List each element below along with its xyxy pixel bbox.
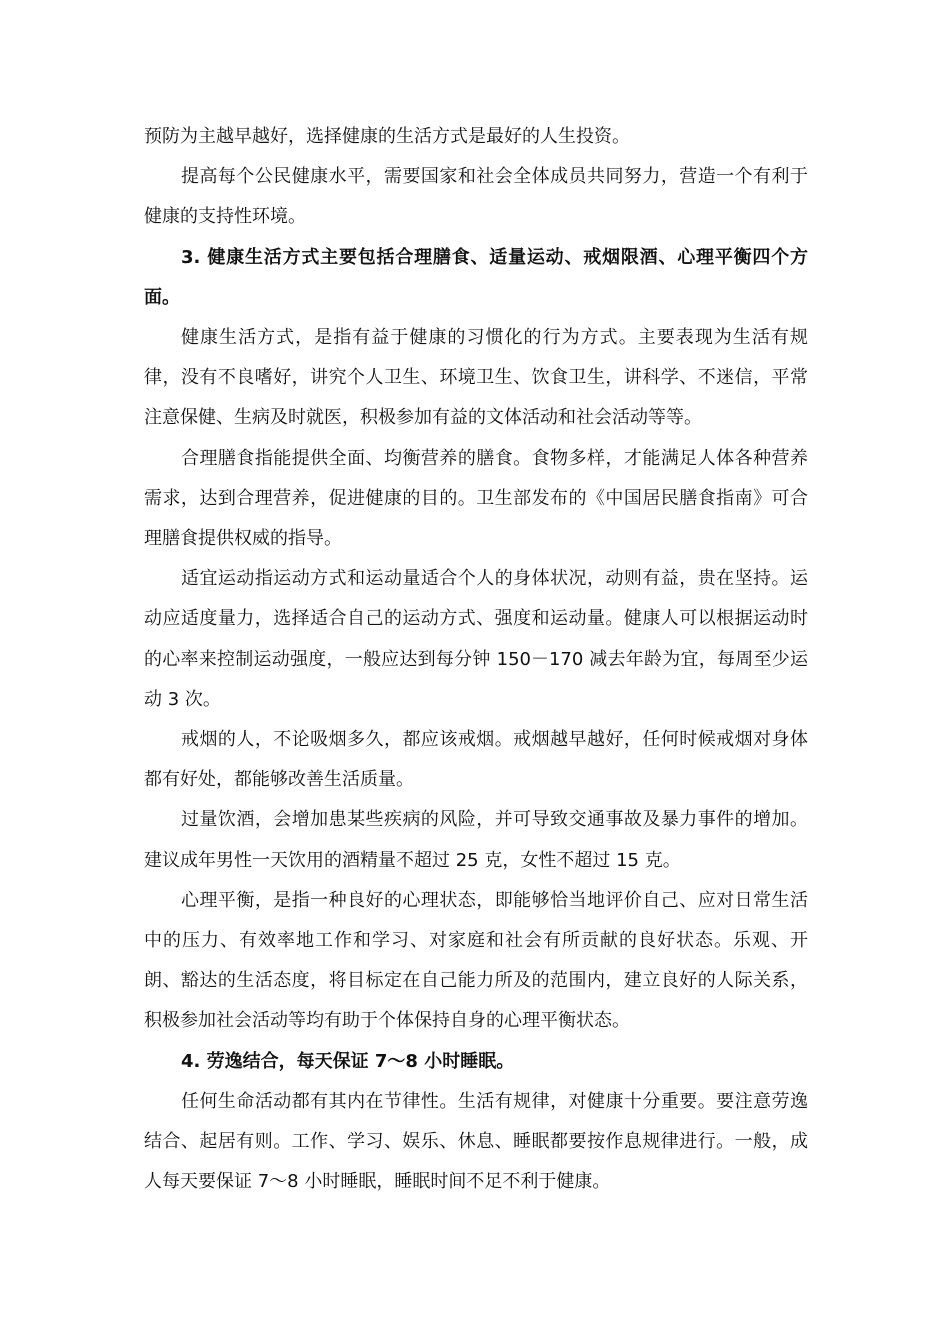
paragraph-continuation: 预防为主越早越好，选择健康的生活方式是最好的人生投资。 [144,126,630,147]
paragraph-body: 任何生命活动都有其内在节律性。生活有规律，对健康十分重要。要注意劳逸结合、起居有则。工作、学习、娱乐、休息、睡眠都要按作息规律进行。一般，成人每天要保证 7～8 小时睡眠，睡眠时间不足不利于健康。 [144,1090,808,1193]
paragraph-body: 过量饮酒，会增加患某些疾病的风险，并可导致交通事故及暴力事件的增加。建议成年男性一天饮用的酒精量不超过 25 克，女性不超过 15 克。 [144,809,808,871]
paragraph-body: 心理平衡，是指一种良好的心理状态，即能够恰当地评价自己、应对日常生活中的压力、有效率地工作和学习、对家庭和社会有所贡献的良好状态。乐观、开朗、豁达的生活态度，将目标定在自己能力所及的范围内，建立良好的人际关系，积极参加社会活动等均有助于个体保持自身的心理平衡状态。 [144,889,808,1032]
section-heading-4: 4. 劳逸结合，每天保证 7～8 小时睡眠。 [181,1050,515,1072]
document-body [144,117,808,1202]
section-heading-3: 3. 健康生活方式主要包括合理膳食、适量运动、戒烟限酒、心理平衡四个方面。 [144,246,808,308]
paragraph-body: 合理膳食指能提供全面、均衡营养的膳食。食物多样，才能满足人体各种营养需求，达到合理营养，促进健康的目的。卫生部发布的《中国居民膳食指南》可合理膳食提供权威的指导。 [144,447,808,550]
paragraph-body: 健康生活方式，是指有益于健康的习惯化的行为方式。主要表现为生活有规律，没有不良嗜好，讲究个人卫生、环境卫生、饮食卫生，讲科学、不迷信，平常注意保健、生病及时就医，积极参加有益的文体活动和社会活动等等。 [144,327,808,429]
paragraph-body: 戒烟的人，不论吸烟多久，都应该戒烟。戒烟越早越好，任何时候戒烟对身体都有好处，都能够改善生活质量。 [144,729,808,791]
paragraph-body: 适宜运动指运动方式和运动量适合个人的身体状况，动则有益，贵在坚持。运动应适度量力，选择适合自己的运动方式、强度和运动量。健康人可以根据运动时的心率来控制运动强度，一般应达到每分钟 150－170 减去年龄为宜，每周至少运动 3 次。 [144,568,808,710]
paragraph-body: 提高每个公民健康水平，需要国家和社会全体成员共同努力，营造一个有利于健康的支持性环境。 [144,166,808,228]
